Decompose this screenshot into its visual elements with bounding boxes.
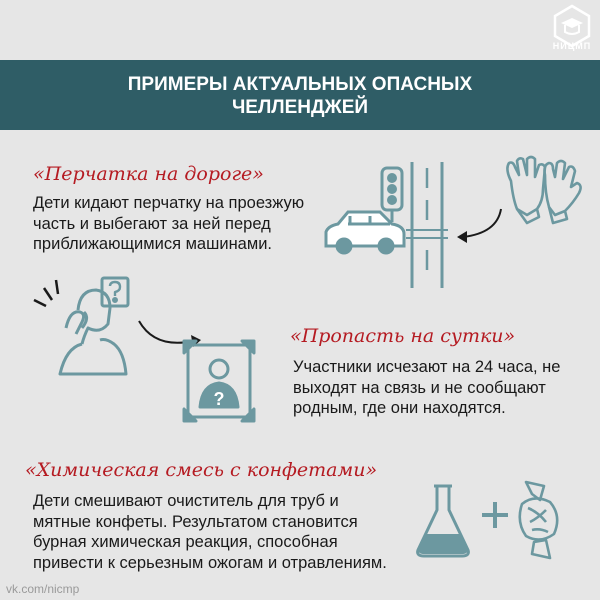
page-title (0, 73, 600, 119)
stressed-person-icon (30, 270, 140, 380)
footer-source: vk.com/nicmp (6, 582, 80, 596)
challenge-3-line-3: бурная химическая реакция, способная (33, 533, 338, 551)
challenge-2-title: «Пропасть на сутки» (290, 325, 516, 347)
challenge-3-line-2: мятные конфеты. Результатом становится (33, 512, 358, 531)
challenge-1-title: «Перчатка на дороге» (33, 163, 264, 185)
challenge-3-title: «Химическая смесь с конфетами» (25, 459, 378, 481)
challenge-2-line-2: выходят на связь и не сообщают (293, 378, 546, 397)
challenge-2-line-3: родным, где они находятся. (293, 399, 506, 417)
curved-arrow-icon (455, 205, 505, 245)
challenge-3-line-1: Дети смешивают очиститель для труб и (33, 492, 339, 510)
challenge-1-description (33, 193, 304, 255)
challenge-1-line-3: приближающимися машинами. (33, 235, 273, 253)
gloves-icon (497, 153, 587, 233)
challenge-3-line-4: привести к серьезным ожогам и отравлениям. (33, 553, 387, 572)
road-icon (406, 162, 448, 288)
candy-icon (510, 478, 568, 562)
missing-person-poster-icon (180, 335, 260, 425)
traffic-light-icon (382, 168, 402, 222)
challenge-1-line-2: часть и выбегают за ней перед (33, 214, 271, 233)
road-scene-icon (320, 160, 470, 290)
page-title-line-2: ЧЕЛЛЕНДЖЕЙ (231, 97, 369, 118)
page-title-line-1: ПРИМЕРЫ АКТУАЛЬНЫХ ОПАСНЫХ (127, 74, 473, 95)
logo-text: НИЦМП (552, 41, 592, 51)
challenge-3-description (33, 491, 387, 573)
plus-icon (480, 500, 510, 530)
flask-icon (412, 482, 474, 560)
challenge-1-line-1: Дети кидают перчатку на проезжую (33, 194, 305, 212)
challenge-2-description (293, 357, 560, 419)
challenge-2-line-1: Участники исчезают на 24 часа, не (293, 358, 561, 376)
svg-text:?: ? (213, 389, 225, 409)
